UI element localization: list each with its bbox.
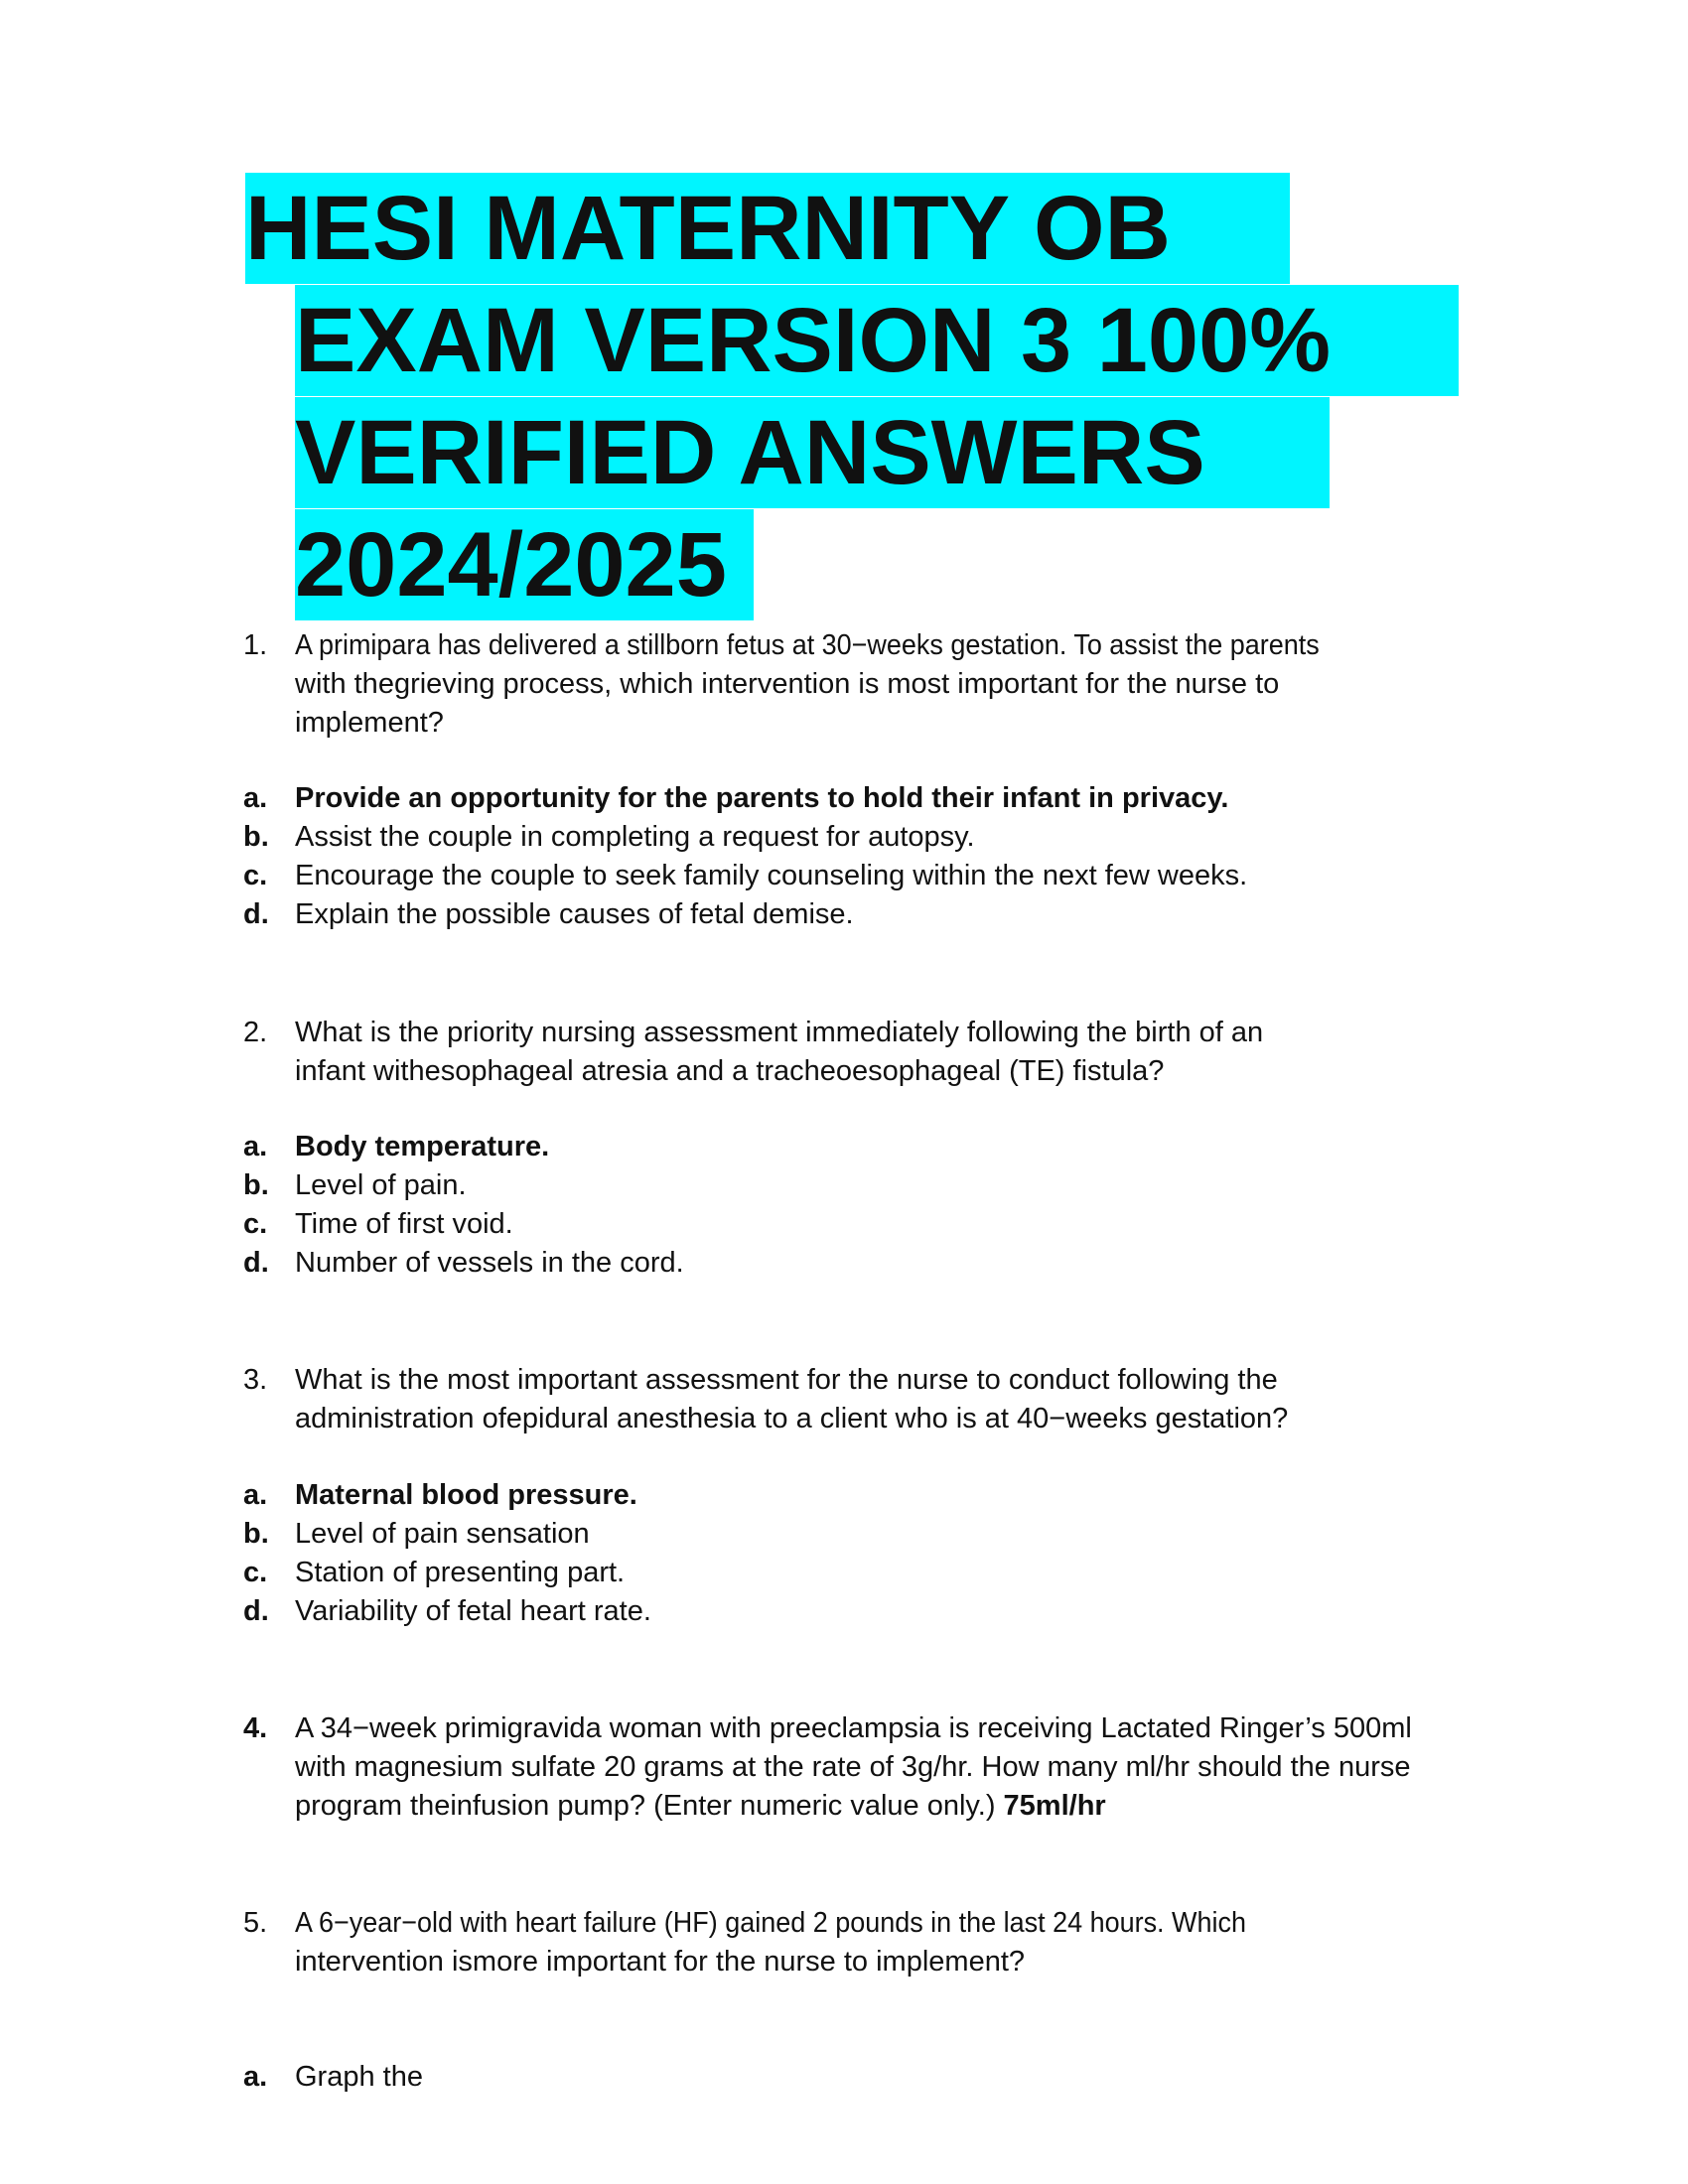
title-line-2: EXAM VERSION 3 100% [295,285,1459,396]
question-line: intervention ismore important for the nurse to implement? [295,1946,1026,1978]
question-number: 2. [243,1017,268,1048]
question-text [295,1014,1486,1091]
title-line-1: HESI MATERNITY OB [245,173,1290,284]
question-text [295,1361,1486,1438]
option-letter: c. [243,1208,268,1240]
option-text: Explain the possible causes of fetal demise. [295,898,854,930]
question-line: What is the most important assessment for the nurse to conduct following the [295,1364,1278,1396]
option-letter: a. [243,782,268,814]
question-line: infant withesophageal atresia and a tracheoesophageal (TE) fistula? [295,1055,1165,1087]
question-line: administration ofepidural anesthesia to a client who is at 40−weeks gestation? [295,1403,1289,1434]
question-text [295,626,1486,743]
question-line: with thegrieving process, which intervention is most important for the nurse to [295,668,1280,700]
question-line: A 6−year−old with heart failure (HF) gained 2 pounds in the last 24 hours. Which [295,1907,1246,1939]
option-text: Assist the couple in completing a request for autopsy. [295,821,975,853]
option-text: Graph the [295,2061,423,2093]
option-letter: a. [243,1479,268,1511]
question-number: 4. [243,1712,268,1744]
title-line-4: 2024/2025 [295,509,754,620]
question-number: 1. [243,629,268,661]
option-letter: c. [243,860,268,891]
question-line: with magnesium sulfate 20 grams at the rate of 3g/hr. How many ml/hr should the nurse [295,1751,1411,1783]
option-text-correct: Body temperature. [295,1131,550,1162]
option-letter: d. [243,898,269,930]
option-letter: a. [243,1131,268,1162]
title-line-3: VERIFIED ANSWERS [295,397,1330,508]
option-letter: d. [243,1595,269,1627]
answer-text: 75ml/hr [1003,1790,1106,1822]
option-letter: b. [243,1518,269,1550]
option-text-correct: Provide an opportunity for the parents to hold their infant in privacy. [295,782,1229,814]
question-line: implement? [295,707,444,739]
option-text: Variability of fetal heart rate. [295,1595,651,1627]
option-letter: b. [243,1169,269,1201]
option-letter: a. [243,2061,268,2093]
question-text [295,1904,1486,1981]
question-line: What is the priority nursing assessment immediately following the birth of an [295,1017,1264,1048]
option-text: Level of pain. [295,1169,467,1201]
option-letter: b. [243,821,269,853]
option-text: Number of vessels in the cord. [295,1247,684,1279]
option-letter: c. [243,1557,268,1588]
option-text: Encourage the couple to seek family counseling within the next few weeks. [295,860,1248,891]
question-line: program theinfusion pump? (Enter numeric value only.) [295,1790,996,1822]
option-letter: d. [243,1247,269,1279]
question-text [295,1709,1486,1826]
option-text: Level of pain sensation [295,1518,590,1550]
question-line-with-answer [295,1787,1486,1826]
option-text-correct: Maternal blood pressure. [295,1479,637,1511]
option-text: Station of presenting part. [295,1557,626,1588]
question-line: A 34−week primigravida woman with preeclampsia is receiving Lactated Ringer’s 500ml [295,1712,1412,1744]
question-number: 5. [243,1907,268,1939]
question-line: A primipara has delivered a stillborn fetus at 30−weeks gestation. To assist the parents [295,629,1320,661]
option-text: Time of first void. [295,1208,513,1240]
question-number: 3. [243,1364,268,1396]
